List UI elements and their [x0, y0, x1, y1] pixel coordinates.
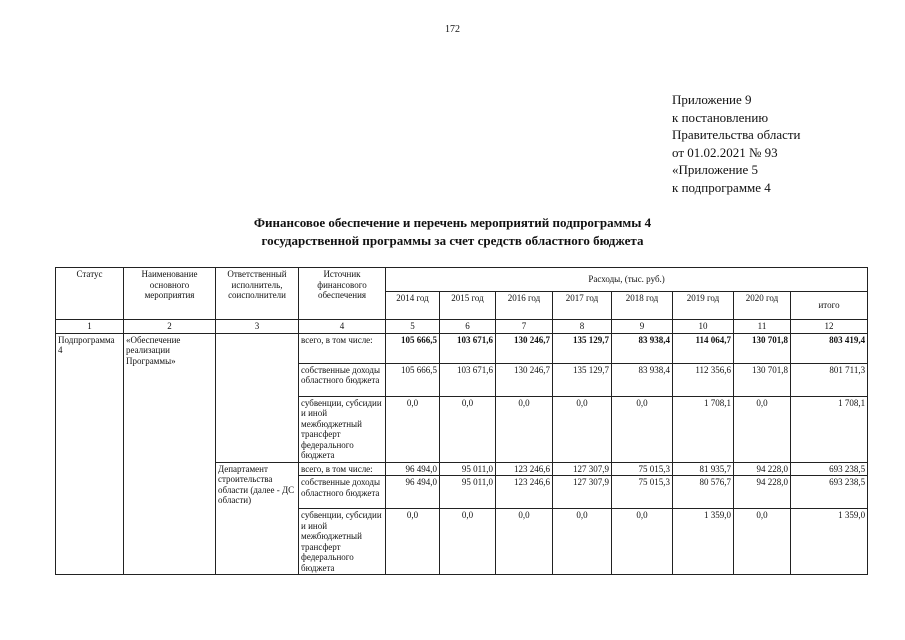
value-cell: 103 671,6 — [440, 333, 496, 363]
column-number: 1 — [56, 320, 124, 334]
finance-table — [55, 267, 868, 575]
header-source: Источник финансового обеспечения — [299, 268, 386, 320]
column-number: 9 — [612, 320, 673, 334]
value-cell: 114 064,7 — [673, 333, 734, 363]
value-cell: 123 246,6 — [496, 476, 553, 509]
value-cell: 130 246,7 — [496, 363, 553, 396]
source-cell: всего, в том числе: — [299, 333, 386, 363]
source-cell: собственные доходы областного бюджета — [299, 363, 386, 396]
appendix-line: к подпрограмме 4 — [672, 179, 771, 195]
value-cell: 75 015,3 — [612, 476, 673, 509]
value-cell: 1 359,0 — [673, 509, 734, 575]
column-number: 4 — [299, 320, 386, 334]
header-total: итого — [791, 292, 868, 320]
header-executor: Ответственный исполнитель, соисполнители — [216, 268, 299, 320]
header-year: 2018 год — [612, 292, 673, 320]
value-cell: 0,0 — [553, 396, 612, 462]
column-number: 5 — [386, 320, 440, 334]
value-cell: 0,0 — [734, 396, 791, 462]
appendix-line: Правительства области — [672, 127, 801, 142]
value-cell: 1 708,1 — [791, 396, 868, 462]
header-year: 2016 год — [496, 292, 553, 320]
value-cell: 75 015,3 — [612, 462, 673, 476]
appendix-line: от 01.02.2021 № 93 — [672, 144, 778, 160]
appendix-line: «Приложение 5 — [672, 162, 759, 177]
value-cell: 112 356,6 — [673, 363, 734, 396]
value-cell: 0,0 — [496, 509, 553, 575]
value-cell: 105 666,5 — [386, 363, 440, 396]
column-number: 12 — [791, 320, 868, 334]
source-cell: всего, в том числе: — [299, 462, 386, 476]
value-cell: 693 238,5 — [791, 462, 868, 476]
value-cell: 1 708,1 — [673, 396, 734, 462]
value-cell: 123 246,6 — [496, 462, 553, 476]
value-cell: 96 494,0 — [386, 476, 440, 509]
header-year: 2015 год — [440, 292, 496, 320]
executor-cell: Департамент строительства области (далее - ДС области) — [216, 462, 299, 575]
measure-cell: «Обеспечение реализации Программы» — [124, 333, 216, 575]
value-cell: 135 129,7 — [553, 363, 612, 396]
value-cell: 0,0 — [386, 509, 440, 575]
value-cell: 83 938,4 — [612, 333, 673, 363]
column-number: 3 — [216, 320, 299, 334]
header-name: Наименование основного мероприятия — [124, 268, 216, 320]
header-year: 2020 год — [734, 292, 791, 320]
column-number: 6 — [440, 320, 496, 334]
column-number: 11 — [734, 320, 791, 334]
value-cell: 103 671,6 — [440, 363, 496, 396]
header-year: 2019 год — [673, 292, 734, 320]
column-number: 10 — [673, 320, 734, 334]
table-row — [56, 333, 868, 363]
value-cell: 96 494,0 — [386, 462, 440, 476]
appendix-block — [672, 91, 801, 196]
document-title — [0, 214, 905, 250]
value-cell: 1 359,0 — [791, 509, 868, 575]
value-cell: 0,0 — [440, 396, 496, 462]
value-cell: 135 129,7 — [553, 333, 612, 363]
header-year: 2017 год — [553, 292, 612, 320]
page-number: 172 — [445, 24, 460, 35]
column-number: 7 — [496, 320, 553, 334]
title-line: Финансовое обеспечение и перечень мероприятий подпрограммы 4 — [253, 215, 652, 230]
value-cell: 0,0 — [440, 509, 496, 575]
value-cell: 105 666,5 — [386, 333, 440, 363]
appendix-line: к постановлению — [672, 109, 769, 125]
value-cell: 0,0 — [612, 396, 673, 462]
value-cell: 130 701,8 — [734, 363, 791, 396]
value-cell: 94 228,0 — [734, 462, 791, 476]
value-cell: 80 576,7 — [673, 476, 734, 509]
title-line: государственной программы за счет средств областного бюджета — [261, 233, 644, 248]
column-number: 8 — [553, 320, 612, 334]
value-cell: 803 419,4 — [791, 333, 868, 363]
value-cell: 81 935,7 — [673, 462, 734, 476]
status-cell: Подпрограмма 4 — [56, 333, 124, 575]
source-cell: собственные доходы областного бюджета — [299, 476, 386, 509]
value-cell: 0,0 — [496, 396, 553, 462]
value-cell: 130 246,7 — [496, 333, 553, 363]
source-cell: субвенции, субсидии и иной межбюджетный трансферт федерального бюджета — [299, 396, 386, 462]
appendix-line: Приложение 9 — [672, 92, 752, 107]
column-number: 2 — [124, 320, 216, 334]
value-cell: 95 011,0 — [440, 476, 496, 509]
source-cell: субвенции, субсидии и иной межбюджетный трансферт федерального бюджета — [299, 509, 386, 575]
value-cell: 127 307,9 — [553, 462, 612, 476]
header-year: 2014 год — [386, 292, 440, 320]
value-cell: 0,0 — [553, 509, 612, 575]
value-cell: 95 011,0 — [440, 462, 496, 476]
value-cell: 801 711,3 — [791, 363, 868, 396]
value-cell: 693 238,5 — [791, 476, 868, 509]
value-cell: 0,0 — [386, 396, 440, 462]
value-cell: 0,0 — [612, 509, 673, 575]
header-expenses: Расходы, (тыс. руб.) — [386, 268, 868, 292]
executor-cell — [216, 333, 299, 462]
value-cell: 0,0 — [734, 509, 791, 575]
value-cell: 94 228,0 — [734, 476, 791, 509]
value-cell: 127 307,9 — [553, 476, 612, 509]
header-status: Статус — [56, 268, 124, 320]
value-cell: 83 938,4 — [612, 363, 673, 396]
value-cell: 130 701,8 — [734, 333, 791, 363]
